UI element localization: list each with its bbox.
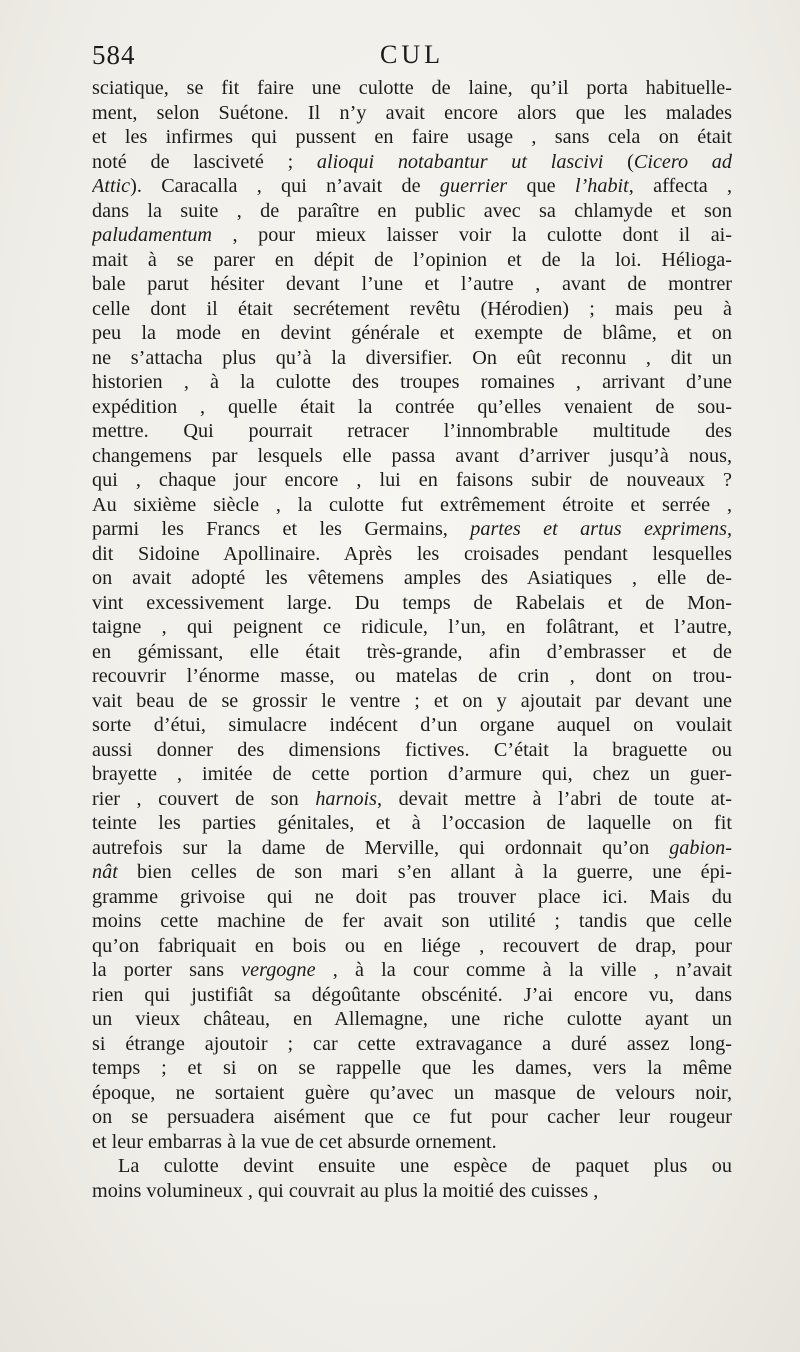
text-line: [92, 419, 732, 444]
text-run: temps ; et si on se rappelle que les dames, vers la même: [92, 1057, 732, 1079]
text-run: un vieux château, en Allemagne, une riche culotte ayant un: [92, 1008, 732, 1030]
text-run: moins volumineux , qui couvrait au plus la moitié des cuisses ,: [92, 1179, 599, 1202]
text-line: [92, 1056, 732, 1081]
text-line: [92, 1081, 732, 1106]
text-line: [92, 983, 732, 1008]
text-run: la porter sans: [92, 959, 242, 981]
text-line: [92, 1007, 732, 1032]
text-line: [92, 444, 732, 469]
text-run: , affecta ,: [628, 175, 732, 197]
text-line: [92, 1130, 732, 1155]
text-line: [92, 248, 732, 273]
text-run: en gémissant, elle était très-grande, afin d’embrasser et de: [92, 640, 732, 663]
text-line: [92, 689, 732, 714]
text-run: gramme grivoise qui ne doit pas trouver place ici. Mais du: [92, 885, 732, 908]
text-run: , pour mieux laisser voir la culotte dont il ai-: [212, 224, 732, 246]
text-run: dans la suite , de paraître en public avec sa chlamyde et son: [92, 199, 732, 222]
text-run: recouvrir l’énorme masse, ou matelas de crin , dont on trou-: [92, 665, 732, 687]
italic-text: partes et artus exprimens: [470, 518, 727, 540]
text-run: dit Sidoine Apollinaire. Après les croisades pendant lesquelles: [92, 542, 732, 565]
text-line: [92, 1032, 732, 1057]
text-run: expédition , quelle était la contrée qu’elles venaient de sou-: [92, 395, 732, 418]
text-line: [92, 101, 732, 126]
italic-text: harnois: [315, 787, 378, 810]
text-line: [92, 860, 732, 885]
text-line: [92, 591, 732, 616]
text-line: [92, 934, 732, 959]
text-run: mait à se parer en dépit de l’opinion et de la loi. Hélioga-: [92, 248, 732, 271]
italic-text: guerrier: [439, 175, 508, 197]
text-run: peu la mode en devint générale et exempte de blâme, et on: [92, 322, 732, 344]
text-run: Au sixième siècle , la culotte fut extrêmement étroite et serrée ,: [92, 493, 732, 516]
text-run: moins cette machine de fer avait son utilité ; tandis que celle: [92, 910, 732, 932]
italic-text: Cicero ad: [633, 150, 732, 173]
text-run: taigne , qui peignent ce ridicule, l’un, en folâtrant, et l’autre,: [92, 616, 732, 638]
text-run: ,: [726, 518, 732, 540]
text-line: [92, 346, 732, 371]
text-line: [92, 738, 732, 763]
text-line: [92, 615, 732, 640]
italic-text: alioqui notabantur ut lascivi: [316, 150, 604, 173]
text-line: [92, 297, 732, 322]
text-run: (: [603, 150, 634, 173]
text-run: qu’on fabriquait en bois ou en liége , recouvert de drap, pour: [92, 934, 732, 957]
text-line: [92, 395, 732, 420]
text-run: rier , couvert de son: [92, 787, 316, 810]
text-line: [92, 1105, 732, 1130]
text-line: [92, 909, 732, 934]
running-head: CUL: [380, 40, 444, 69]
text-run: ). Caracalla , qui n’avait de: [130, 175, 440, 197]
text-line: [92, 836, 732, 861]
text-run: rien qui justifiât sa dégoûtante obscénité. J’ai encore vu, dans: [92, 983, 732, 1006]
body-text: [92, 76, 732, 1203]
text-run: qui , chaque jour encore , lui en faisons subir de nouveaux ?: [92, 469, 732, 491]
text-line: [92, 199, 732, 224]
text-line: [92, 1154, 732, 1179]
text-line: [92, 958, 732, 983]
text-line: [92, 493, 732, 518]
text-run: sorte d’étui, simulacre indécent d’un organe auquel on voulait: [92, 714, 732, 736]
text-line: [92, 174, 732, 199]
text-line: [92, 76, 732, 101]
text-run: noté de lasciveté ;: [92, 150, 317, 173]
text-run: ne s’attacha plus qu’à la diversifier. On eût reconnu , dit un: [92, 346, 732, 369]
text-run: mettre. Qui pourrait retracer l’innombrable multitude des: [92, 420, 732, 442]
text-line: [92, 885, 732, 910]
text-line: [92, 542, 732, 567]
text-run: vait beau de se grossir le ventre ; et on y ajoutait par devant une: [92, 689, 732, 712]
text-run: sciatique, se fit faire une culotte de laine, qu’il porta habituelle-: [92, 77, 732, 99]
text-run: époque, ne sortaient guère qu’avec un masque de velours noir,: [92, 1081, 732, 1104]
italic-text: nât: [92, 861, 118, 883]
text-run: aussi donner des dimensions fictives. C’était la braguette ou: [92, 738, 732, 761]
text-line: [92, 640, 732, 665]
text-run: vint excessivement large. Du temps de Rabelais et de Mon-: [92, 591, 732, 614]
text-line: [92, 1179, 732, 1204]
text-line: [92, 370, 732, 395]
text-line: [92, 125, 732, 150]
text-line: [92, 517, 732, 542]
text-run: bale parut hésiter devant l’une et l’autre , avant de montrer: [92, 273, 732, 295]
text-line: [92, 713, 732, 738]
text-run: autrefois sur la dame de Merville, qui ordonnait qu’on: [92, 836, 670, 859]
text-line: [92, 272, 732, 297]
text-run: on avait adopté les vêtemens amples des Asiatiques , elle de-: [92, 567, 732, 589]
text-run: historien , à la culotte des troupes romaines , arrivant d’une: [92, 371, 732, 393]
text-run: on se persuadera aisément que ce fut pour cacher leur rougeur: [92, 1106, 732, 1128]
text-run: changemens par lesquels elle passa avant d’arriver jusqu’à nous,: [92, 444, 732, 467]
page-header: [92, 40, 732, 76]
text-run: et les infirmes qui pussent en faire usage , sans cela on était: [92, 126, 732, 148]
text-line: [92, 664, 732, 689]
text-run: parmi les Francs et les Germains,: [92, 518, 471, 540]
text-run: brayette , imitée de cette portion d’armure qui, chez un guer-: [92, 763, 732, 785]
text-run: , devait mettre à l’abri de toute at-: [377, 787, 732, 810]
text-line: [92, 150, 732, 175]
italic-text: l’habit: [574, 175, 629, 197]
text-run: , à la cour comme à la ville , n’avait: [315, 959, 732, 981]
text-run: ment, selon Suétone. Il n’y avait encore alors que les malades: [92, 101, 732, 124]
text-run: celle dont il était secrétement revêtu (Hérodien) ; mais peu à: [92, 297, 732, 320]
italic-text: gabion-: [669, 836, 732, 859]
text-line: [92, 811, 732, 836]
text-run: teinte les parties génitales, et à l’occasion de laquelle on fit: [92, 812, 732, 834]
text-line: [92, 566, 732, 591]
italic-text: Attic: [92, 175, 131, 197]
italic-text: paludamentum: [92, 224, 212, 246]
text-line: [92, 468, 732, 493]
text-run: et leur embarras à la vue de cet absurde ornement.: [92, 1130, 497, 1153]
text-run: si étrange ajoutoir ; car cette extravagance a duré assez long-: [92, 1032, 732, 1055]
italic-text: vergogne: [241, 959, 316, 981]
text-run: La culotte devint ensuite une espèce de paquet plus ou: [118, 1155, 732, 1177]
text-line: [92, 787, 732, 812]
text-line: [92, 223, 732, 248]
page-number: 584: [92, 40, 136, 70]
text-run: bien celles de son mari s’en allant à la guerre, une épi-: [117, 861, 732, 883]
text-line: [92, 321, 732, 346]
text-run: que: [507, 175, 575, 197]
text-line: [92, 762, 732, 787]
